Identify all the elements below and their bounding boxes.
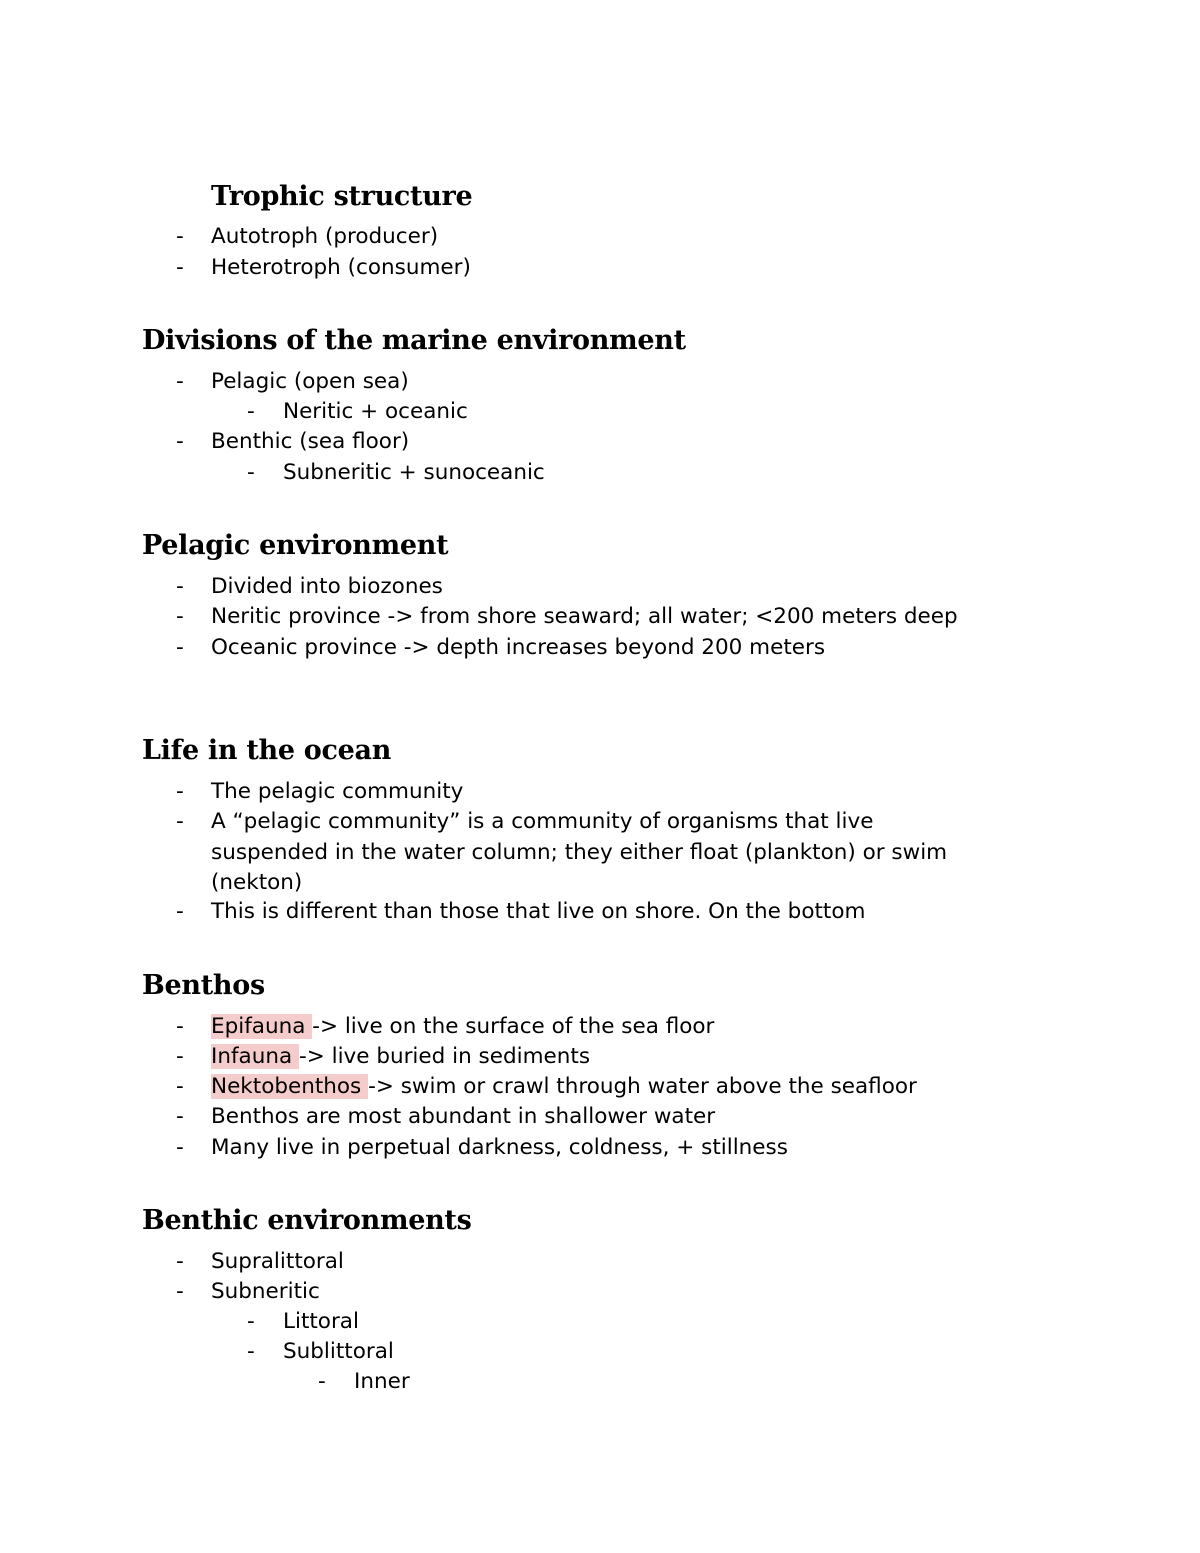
heading-trophic-structure: Trophic structure [211, 181, 473, 212]
highlighted-term: Nektobenthos [211, 1074, 369, 1099]
list-item-text: Sublittoral [283, 1339, 394, 1364]
list-item-text: -> live buried in sediments [298, 1044, 591, 1069]
list-item-text: Inner [354, 1369, 410, 1394]
list-item-text: suspended in the water column; they either float (plankton) or swim [211, 840, 948, 865]
highlighted-term: Infauna [211, 1044, 299, 1069]
bullet-dash: - [176, 1249, 184, 1274]
list-item-text: A “pelagic community” is a community of organisms that live [211, 809, 874, 834]
heading-benthic-environments: Benthic environments [142, 1205, 472, 1236]
bullet-dash: - [176, 255, 184, 280]
bullet-dash: - [176, 1104, 184, 1129]
list-item-text: (nekton) [211, 870, 303, 895]
highlighted-term: Epifauna [211, 1014, 313, 1039]
bullet-dash: - [176, 779, 184, 804]
bullet-dash: - [247, 1309, 255, 1334]
list-item-text: -> swim or crawl through water above the seafloor [368, 1074, 917, 1099]
bullet-dash: - [176, 809, 184, 834]
bullet-dash: - [176, 1014, 184, 1039]
heading-divisions: Divisions of the marine environment [142, 325, 686, 356]
list-item-text: Pelagic (open sea) [211, 369, 409, 394]
bullet-dash: - [176, 1044, 184, 1069]
bullet-dash: - [176, 369, 184, 394]
bullet-dash: - [176, 1074, 184, 1099]
list-item-text: Many live in perpetual darkness, coldness, + stillness [211, 1135, 788, 1160]
list-item-text: Heterotroph (consumer) [211, 255, 471, 280]
bullet-dash: - [247, 460, 255, 485]
list-item-text: Benthic (sea floor) [211, 429, 410, 454]
list-item-text: Supralittoral [211, 1249, 344, 1274]
heading-life-in-the-ocean: Life in the ocean [142, 735, 392, 766]
list-item-text: Subneritic + sunoceanic [283, 460, 545, 485]
bullet-dash: - [176, 224, 184, 249]
bullet-dash: - [176, 1135, 184, 1160]
bullet-dash: - [176, 574, 184, 599]
list-item-text: The pelagic community [211, 779, 464, 804]
bullet-dash: - [176, 604, 184, 629]
heading-pelagic-environment: Pelagic environment [142, 530, 449, 561]
bullet-dash: - [247, 399, 255, 424]
bullet-dash: - [176, 429, 184, 454]
heading-benthos: Benthos [142, 970, 265, 1001]
list-item-text: This is different than those that live on shore. On the bottom [211, 899, 866, 924]
list-item-text: Littoral [283, 1309, 359, 1334]
list-item-text: Divided into biozones [211, 574, 443, 599]
bullet-dash: - [247, 1339, 255, 1364]
bullet-dash: - [318, 1369, 326, 1394]
list-item-text: Neritic + oceanic [283, 399, 468, 424]
list-item-text: Oceanic province -> depth increases beyond 200 meters [211, 635, 826, 660]
bullet-dash: - [176, 635, 184, 660]
bullet-dash: - [176, 899, 184, 924]
list-item-text: -> live on the surface of the sea floor [312, 1014, 715, 1039]
bullet-dash: - [176, 1279, 184, 1304]
list-item-text: Benthos are most abundant in shallower water [211, 1104, 716, 1129]
list-item-text: Neritic province -> from shore seaward; all water; <200 meters deep [211, 604, 958, 629]
list-item-text: Subneritic [211, 1279, 320, 1304]
list-item-text: Autotroph (producer) [211, 224, 439, 249]
